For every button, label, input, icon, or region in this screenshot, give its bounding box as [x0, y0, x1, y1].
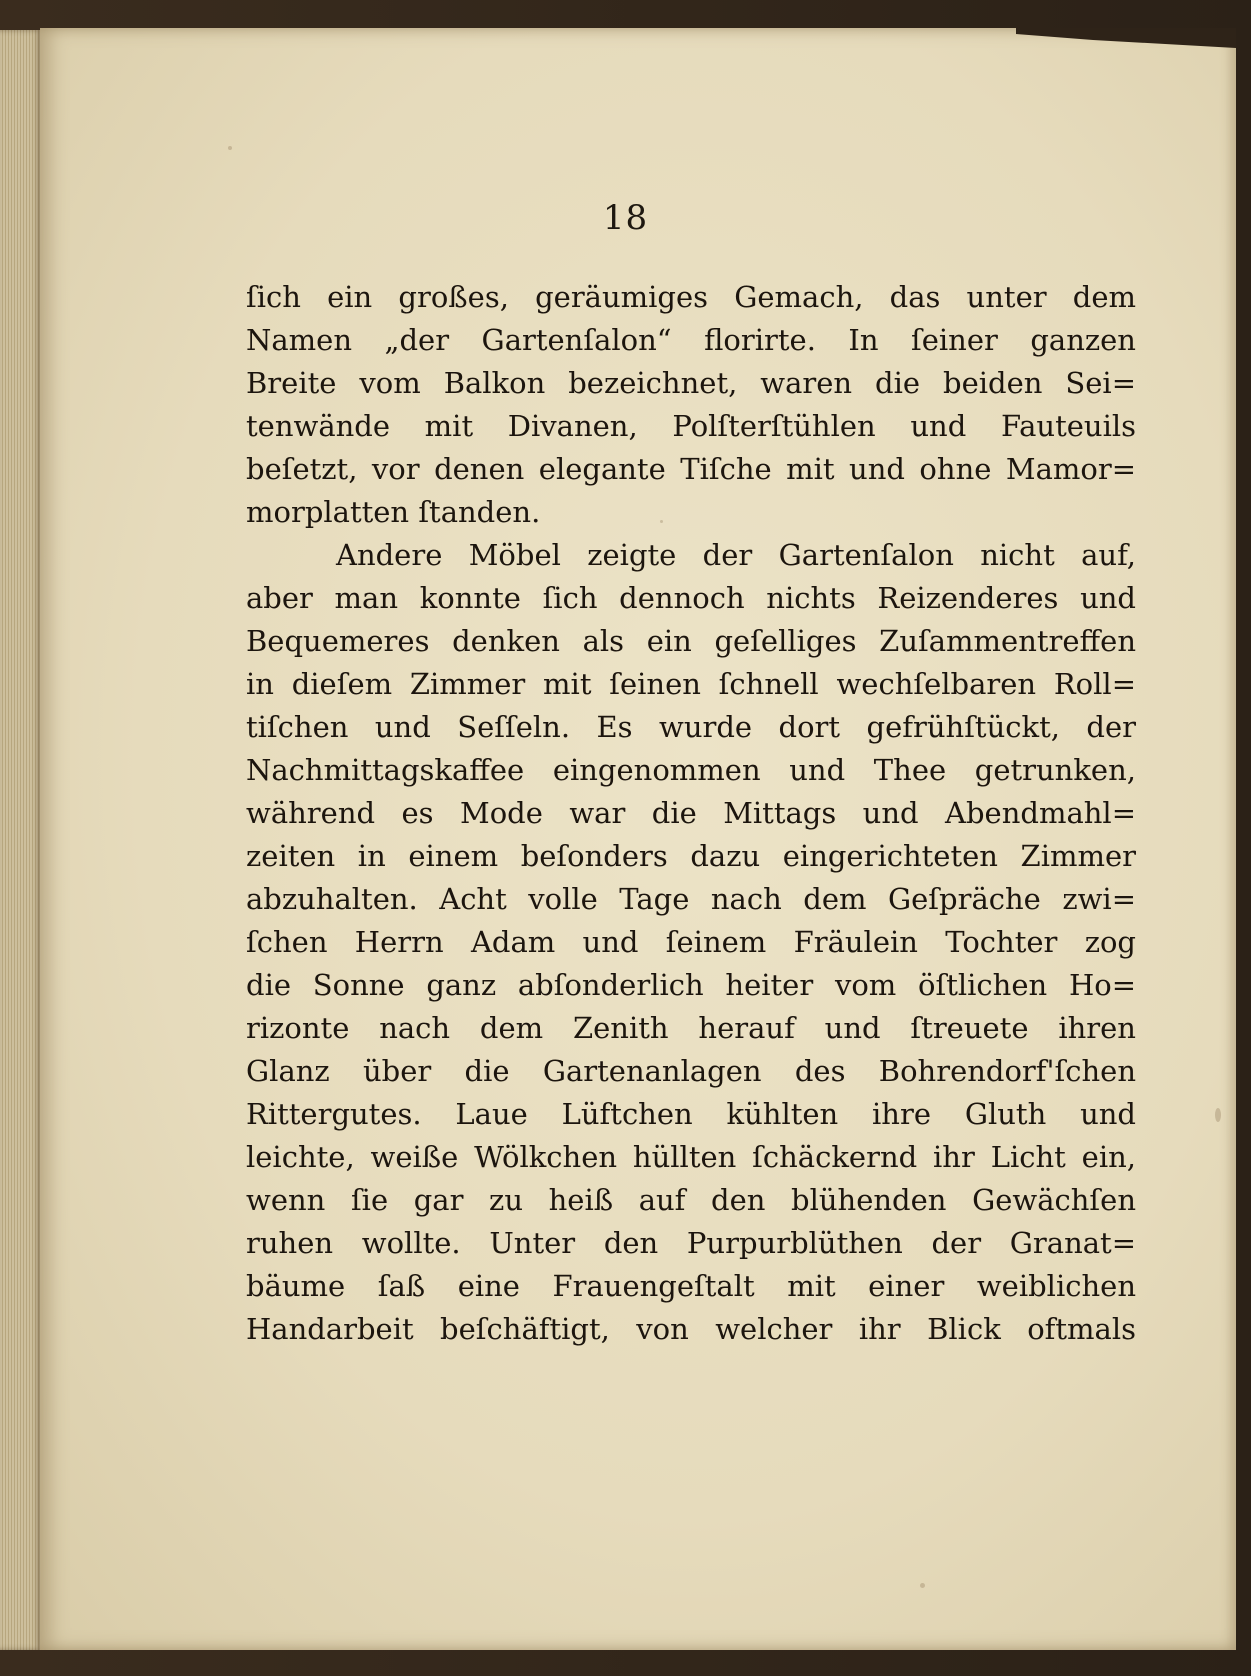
text-line: Namen „der Gartenſalon“ florirte. In ſeiner ganzen — [246, 323, 1136, 357]
text-line: bäume ſaß eine Frauengeſtalt mit einer weiblichen — [246, 1269, 1136, 1303]
text-line: rizonte nach dem Zenith herauf und ſtreuete ihren — [246, 1011, 1136, 1045]
text-line: ſich ein großes, geräumiges Gemach, das unter dem — [246, 280, 1136, 314]
page-edges — [0, 30, 42, 1650]
text-line: beſetzt, vor denen elegante Tiſche mit und ohne Mamor= — [246, 452, 1136, 486]
text-line: die Sonne ganz abſonderlich heiter vom öſtlichen Ho= — [246, 968, 1136, 1002]
text-line: Breite vom Balkon bezeichnet, waren die beiden Sei= — [246, 366, 1136, 400]
text-line: während es Mode war die Mittags und Abendmahl= — [246, 796, 1136, 830]
text-line: tiſchen und Seſſeln. Es wurde dort gefrühſtückt, der — [246, 710, 1136, 744]
text-line: tenwände mit Divanen, Polſterſtühlen und Fauteuils — [246, 409, 1136, 443]
text-line: Nachmittagskaffee eingenommen und Thee getrunken, — [246, 753, 1136, 787]
text-line: Andere Möbel zeigte der Gartenſalon nicht auf, — [336, 538, 1136, 572]
paper-spot — [920, 1583, 925, 1588]
page-number: 18 — [602, 198, 649, 238]
paper-spot — [1215, 1108, 1221, 1122]
text-line: Handarbeit beſchäftigt, von welcher ihr Blick oftmals — [246, 1312, 1136, 1346]
body-text — [246, 276, 1136, 1351]
text-line: wenn ſie gar zu heiß auf den blühenden Gewächſen — [246, 1183, 1136, 1217]
paper-spot — [228, 146, 232, 150]
torn-corner — [1016, 28, 1236, 48]
text-line: Bequemeres denken als ein geſelliges Zuſammentreffen — [246, 624, 1136, 658]
text-line: aber man konnte ſich dennoch nichts Reizenderes und — [246, 581, 1136, 615]
text-line: ſchen Herrn Adam und ſeinem Fräulein Tochter zog — [246, 925, 1136, 959]
text-line: in dieſem Zimmer mit ſeinen ſchnell wechſelbaren Roll= — [246, 667, 1136, 701]
text-line: Glanz über die Gartenanlagen des Bohrendorf'ſchen — [246, 1054, 1136, 1088]
text-line: ruhen wollte. Unter den Purpurblüthen der Granat= — [246, 1226, 1136, 1260]
text-line: zeiten in einem beſonders dazu eingerichteten Zimmer — [246, 839, 1136, 873]
text-line: Rittergutes. Laue Lüftchen kühlten ihre Gluth und — [246, 1097, 1136, 1131]
text-line: leichte, weiße Wölkchen hüllten ſchäckernd ihr Licht ein, — [246, 1140, 1136, 1174]
text-line: morplatten ſtanden. — [246, 495, 541, 529]
text-line: abzuhalten. Acht volle Tage nach dem Geſpräche zwi= — [246, 882, 1136, 916]
